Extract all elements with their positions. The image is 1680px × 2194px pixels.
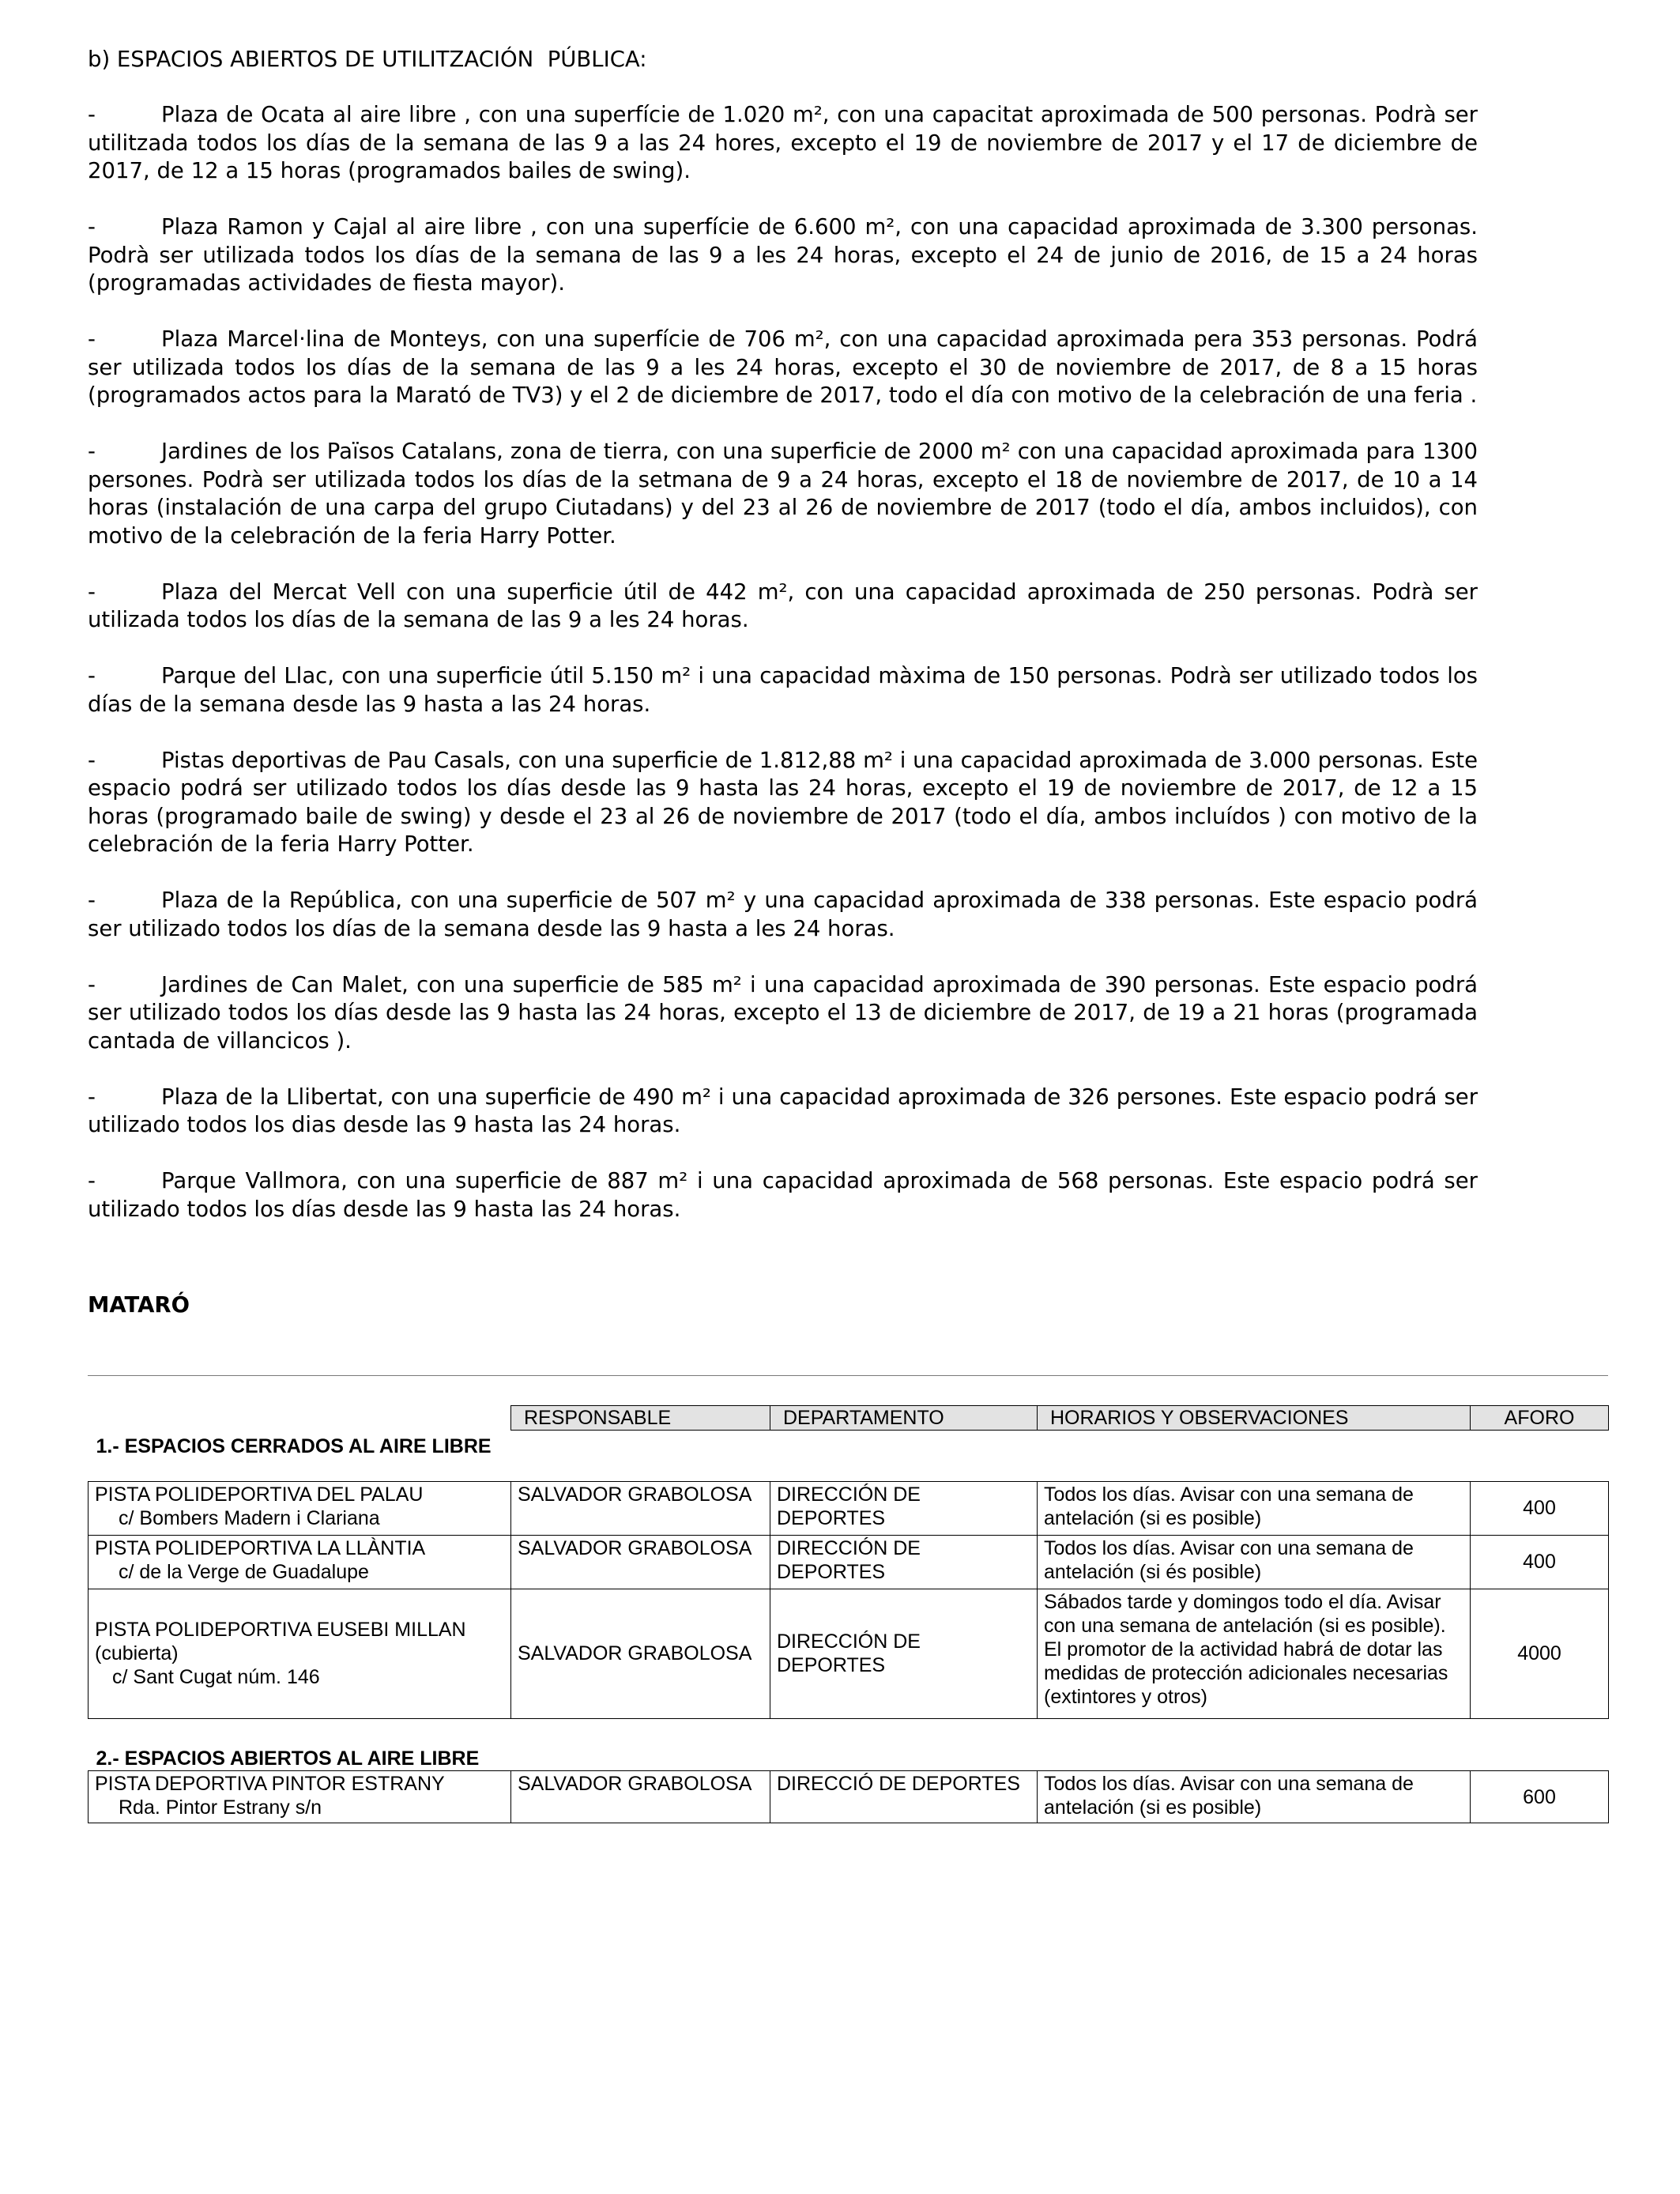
header-horarios: HORARIOS Y OBSERVACIONES bbox=[1038, 1406, 1471, 1431]
departamento-cell: DIRECCIÓN DE DEPORTES bbox=[770, 1589, 1038, 1718]
horarios-cell: Todos los días. Avisar con una semana de antelación (si es posible) bbox=[1038, 1771, 1471, 1823]
list-item-text: Parque Vallmora, con una superficie de 887 m² i una capacidad aproximada de 568 personas. Este espacio podrá ser utilizado todos los días desde las 9 hasta las 24 horas. bbox=[88, 1168, 1478, 1222]
facility-cell bbox=[89, 1771, 511, 1823]
list-item bbox=[88, 887, 1478, 943]
aforo-cell: 400 bbox=[1471, 1481, 1609, 1535]
facility-address: c/ Bombers Madern i Clariana bbox=[119, 1506, 380, 1529]
horarios-cell: Sábados tarde y domingos todo el día. Avisar con una semana de antelación (si es posible). El promotor de la actividad habrá de dotar las medidas de protección adicionales necesarias (extintores y otros) bbox=[1038, 1589, 1471, 1718]
list-item-text: Jardines de los Països Catalans, zona de tierra, con una superficie de 2000 m² con una capacidad aproximada para 1300 persones. Podrà ser utilizada todos los días de la setmana de 9 a 24 horas, excepto el 18 de noviembre de 2017, de 10 a 14 horas (instalación de una carpa del grupo Ciutadans) y del 23 al 26 de noviembre de 2017 (todo el día, ambos incluidos), con motivo de la celebración de la feria Harry Potter. bbox=[88, 439, 1478, 548]
header-blank-cell bbox=[89, 1406, 511, 1431]
aforo-cell: 4000 bbox=[1471, 1589, 1609, 1718]
list-item-text: Plaza de Ocata al aire libre , con una superfície de 1.020 m², con una capacitat aproximada de 500 personas. Podrà ser utilitzada todos los días de la semana de las 9 a las 24 hores, excepto el 19 de noviembre de 2017 y el 17 de diciembre de 2017, de 12 a 15 horas (programados bailes de swing). bbox=[88, 102, 1478, 183]
responsable-cell: SALVADOR GRABOLOSA bbox=[511, 1535, 770, 1589]
list-item bbox=[88, 747, 1478, 859]
facility-name: PISTA DEPORTIVA PINTOR ESTRANY bbox=[95, 1773, 445, 1795]
list-dash: - bbox=[88, 888, 96, 913]
responsable-cell: SALVADOR GRABOLOSA bbox=[511, 1771, 770, 1823]
table-row bbox=[89, 1771, 1609, 1823]
facility-name: PISTA POLIDEPORTIVA DEL PALAU bbox=[95, 1483, 424, 1506]
table-row bbox=[89, 1481, 1609, 1535]
list-dash: - bbox=[88, 747, 96, 773]
list-item-text: Plaza del Mercat Vell con una superficie útil de 442 m², con una capacidad aproximada de 250 personas. Podrà ser utilizada todos los días de la semana de las 9 a les 24 horas. bbox=[88, 579, 1478, 632]
city-title: MATARÓ bbox=[88, 1292, 190, 1318]
list-item bbox=[88, 1167, 1478, 1223]
responsable-cell: SALVADOR GRABOLOSA bbox=[511, 1481, 770, 1535]
list-item-text: Plaza de la Llibertat, con una superficie de 490 m² i una capacidad aproximada de 326 persones. Este espacio podrá ser utilizado todos los dias desde las 9 hasta las 24 horas. bbox=[88, 1084, 1478, 1137]
aforo-cell: 400 bbox=[1471, 1535, 1609, 1589]
section-title-row bbox=[89, 1431, 1609, 1482]
list-item bbox=[88, 662, 1478, 718]
list-item bbox=[88, 101, 1478, 186]
facility-note: (cubierta) bbox=[95, 1642, 179, 1664]
list-item-text: Plaza Ramon y Cajal al aire libre , con una superfície de 6.600 m², con una capacidad aproximada de 3.300 personas. Podrà ser utilizada todos los días de la semana de las 9 a les 24 horas, excepto el 24 de junio de 2016, de 15 a 24 horas (programadas actividades de fiesta mayor). bbox=[88, 214, 1478, 296]
list-item-text: Parque del Llac, con una superficie útil 5.150 m² i una capacidad màxima de 150 personas. Podrà ser utilizado todos los días de la semana desde las 9 hasta a las 24 horas. bbox=[88, 663, 1478, 717]
departamento-cell: DIRECCIÓ DE DEPORTES bbox=[770, 1771, 1038, 1823]
list-item bbox=[88, 1084, 1478, 1140]
facility-cell bbox=[89, 1589, 511, 1718]
list-item-text: Plaza de la República, con una superficie de 507 m² y una capacidad aproximada de 338 personas. Este espacio podrá ser utilizado todos los días de la semana desde las 9 hasta a les 24 horas. bbox=[88, 888, 1478, 941]
horarios-cell: Todos los días. Avisar con una semana de antelación (si és posible) bbox=[1038, 1535, 1471, 1589]
header-responsable: RESPONSABLE bbox=[511, 1406, 770, 1431]
departamento-cell: DIRECCIÓN DE DEPORTES bbox=[770, 1481, 1038, 1535]
list-dash: - bbox=[88, 102, 96, 127]
list-dash: - bbox=[88, 326, 96, 352]
facilities-table bbox=[88, 1405, 1609, 1719]
table-header-row bbox=[89, 1406, 1609, 1431]
list-dash: - bbox=[88, 579, 96, 605]
horizontal-divider bbox=[88, 1375, 1608, 1376]
facility-name: PISTA POLIDEPORTIVA EUSEBI MILLAN bbox=[95, 1619, 466, 1641]
table-row bbox=[89, 1589, 1609, 1718]
facility-name: PISTA POLIDEPORTIVA LA LLÀNTIA bbox=[95, 1536, 426, 1559]
table-row bbox=[89, 1535, 1609, 1589]
facility-cell bbox=[89, 1481, 511, 1535]
spaces-list bbox=[88, 101, 1478, 1252]
list-dash: - bbox=[88, 1084, 96, 1110]
list-item bbox=[88, 971, 1478, 1056]
header-departamento: DEPARTAMENTO bbox=[770, 1406, 1038, 1431]
section-heading: b) ESPACIOS ABIERTOS DE UTILITZACIÓN PÚBLICA: bbox=[88, 47, 647, 72]
list-item bbox=[88, 579, 1478, 635]
list-dash: - bbox=[88, 1168, 96, 1193]
list-dash: - bbox=[88, 663, 96, 688]
list-dash: - bbox=[88, 439, 96, 464]
list-item bbox=[88, 326, 1478, 410]
facility-cell bbox=[89, 1535, 511, 1589]
list-item bbox=[88, 438, 1478, 550]
facilities-table-open bbox=[88, 1747, 1609, 1823]
section1-title: 1.- ESPACIOS CERRADOS AL AIRE LIBRE bbox=[96, 1434, 492, 1457]
departamento-cell: DIRECCIÓN DE DEPORTES bbox=[770, 1535, 1038, 1589]
header-aforo: AFORO bbox=[1471, 1406, 1609, 1431]
facility-address: c/ de la Verge de Guadalupe bbox=[119, 1560, 369, 1583]
section-title-row bbox=[89, 1747, 1609, 1771]
responsable-cell: SALVADOR GRABOLOSA bbox=[511, 1589, 770, 1718]
list-dash: - bbox=[88, 971, 96, 997]
facility-address: c/ Sant Cugat núm. 146 bbox=[112, 1666, 320, 1688]
section2-title: 2.- ESPACIOS ABIERTOS AL AIRE LIBRE bbox=[96, 1747, 480, 1770]
facility-address: Rda. Pintor Estrany s/n bbox=[119, 1796, 322, 1819]
list-item-text: Pistas deportivas de Pau Casals, con una superficie de 1.812,88 m² i una capacidad aproximada de 3.000 personas. Este espacio podrá ser utilizado todos los días desde las 9 hasta las 24 horas, excepto el 19 de noviembre de 2017, de 12 a 15 horas (programado baile de swing) y desde el 23 al 26 de noviembre de 2017 (todo el día, ambos incluídos ) con motivo de la celebración de la feria Harry Potter. bbox=[88, 747, 1478, 857]
list-item bbox=[88, 213, 1478, 298]
list-item-text: Plaza Marcel·lina de Monteys, con una superfície de 706 m², con una capacidad aproximada pera 353 personas. Podrá ser utilizada todos los días de la semana de las 9 a les 24 horas, excepto el 30 de noviembre de 2017, de 8 a 15 horas (programados actos para la Marató de TV3) y el 2 de diciembre de 2017, todo el día con motivo de la celebración de una feria . bbox=[88, 326, 1478, 408]
aforo-cell: 600 bbox=[1471, 1771, 1609, 1823]
list-item-text: Jardines de Can Malet, con una superficie de 585 m² i una capacidad aproximada de 390 personas. Este espacio podrá ser utilizado todos los días desde las 9 hasta las 24 horas, excepto el 13 de diciembre de 2017, de 19 a 21 horas (programada cantada de villancicos ). bbox=[88, 971, 1478, 1054]
horarios-cell: Todos los días. Avisar con una semana de antelación (si es posible) bbox=[1038, 1481, 1471, 1535]
list-dash: - bbox=[88, 214, 96, 239]
